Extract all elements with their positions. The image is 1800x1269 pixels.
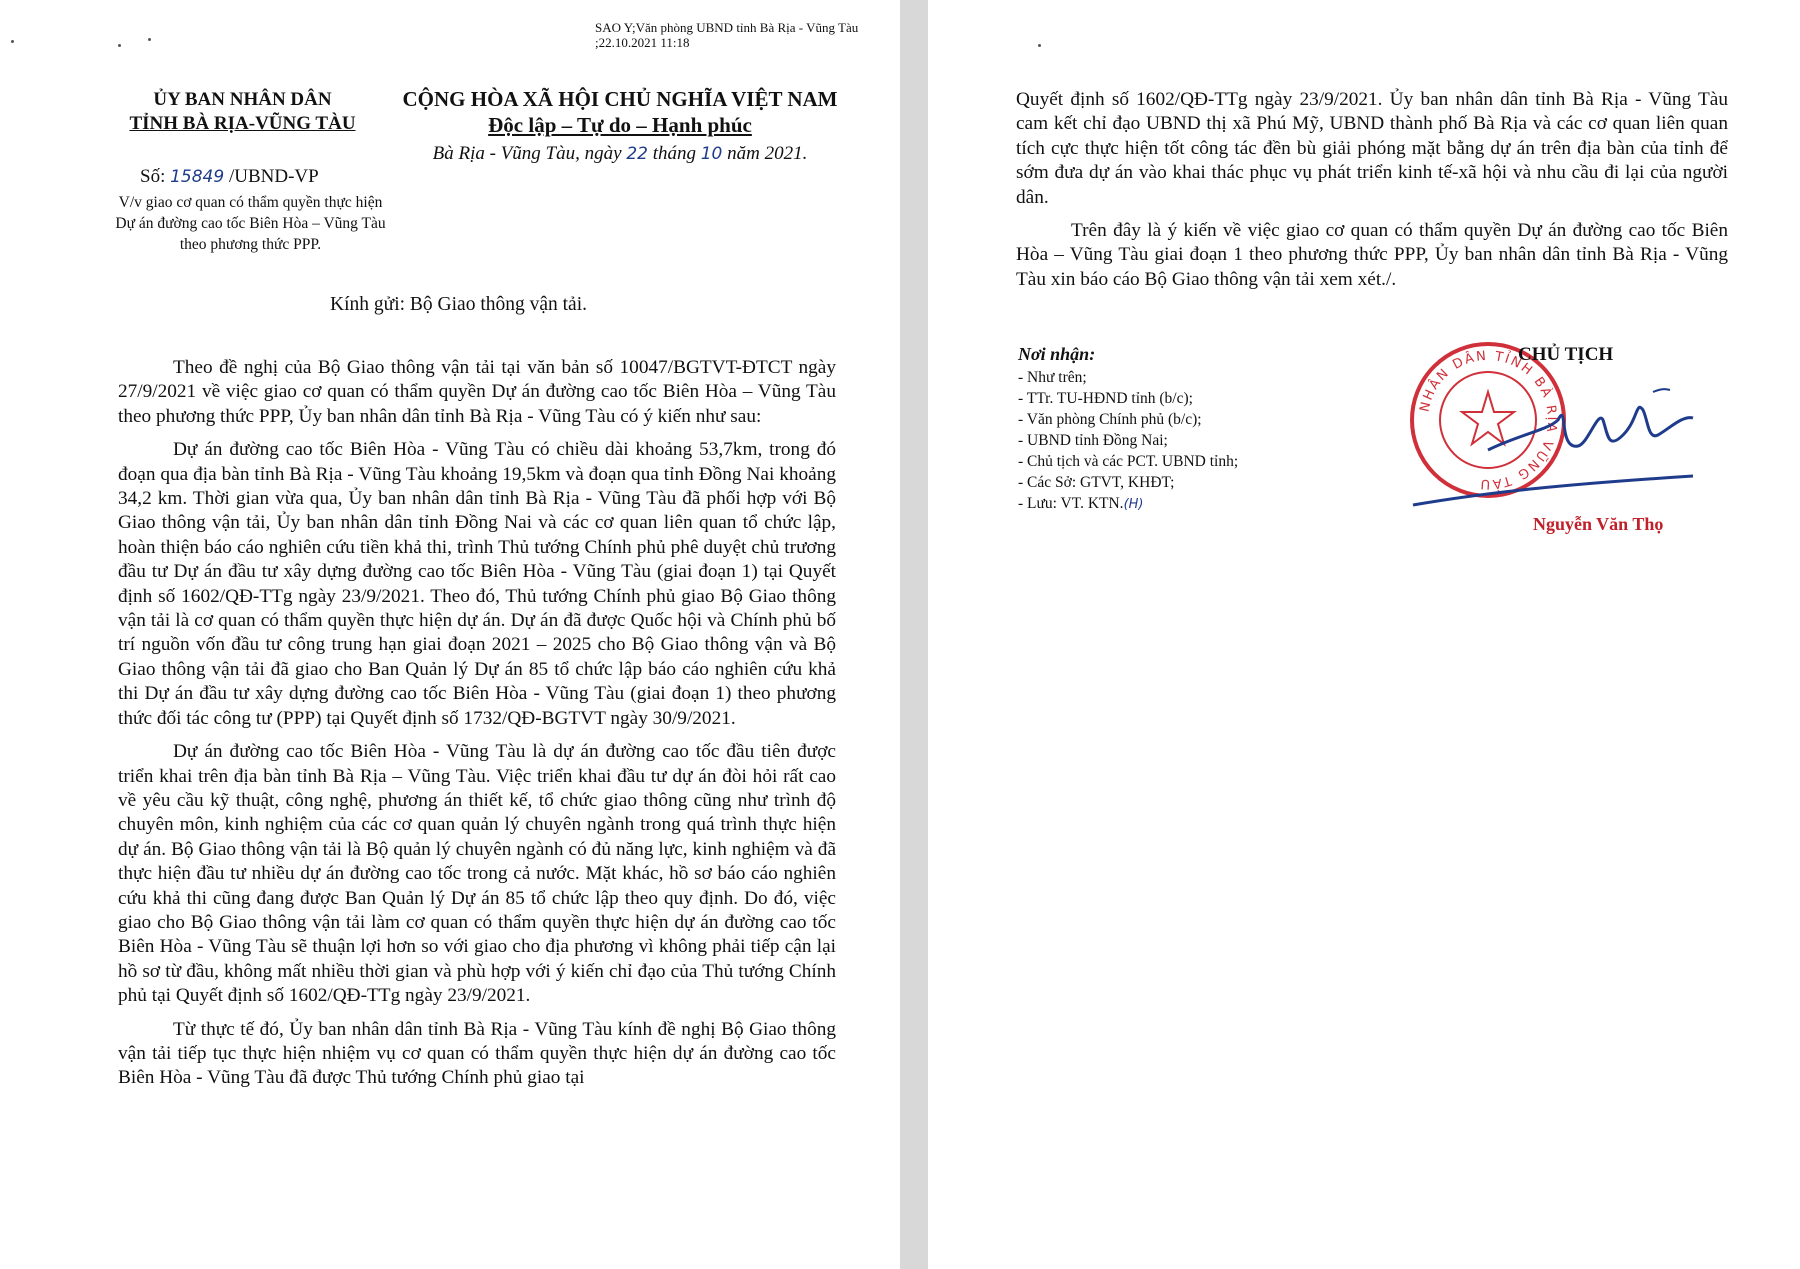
agency-line2: TỈNH BÀ RỊA-VŨNG TÀU [129, 113, 356, 134]
issuing-agency [110, 88, 375, 136]
docno-prefix: Số: [140, 166, 166, 187]
paragraph: Dự án đường cao tốc Biên Hòa - Vũng Tàu là dự án đường cao tốc đầu tiên được triển khai trên địa bàn tỉnh Bà Rịa – Vũng Tàu. Việc triển khai đầu tư dự án đòi hỏi rất cao về yêu cầu kỹ thuật, công nghệ, phương án thiết kế, tổ chức giao thông cũng như trình độ chuyên môn, kinh nghiệm của các cơ quan quản lý chuyên ngành trong quá trình thực hiện dự án. Bộ Giao thông vận tải là Bộ quản lý chuyên ngành có đủ năng lực, kinh nghiệm và đã thực hiện đầu tư nhiều dự án đường cao tốc trong cả nước. Mặt khác, hồ sơ báo cáo nghiên cứu khả thi cũng đang được Ban Quản lý Dự án 85 tổ chức lập theo quy định. Do đó, việc giao cho Bộ Giao thông vận tải làm cơ quan có thẩm quyền thực hiện dự án đường cao tốc Biên Hòa - Vũng Tàu sẽ thuận lợi hơn so với giao cho địa phương vì không phải tiếp cận lại hồ sơ từ đầu, không mất nhiều thời gian và phù hợp với ý kiến chỉ đạo của Thủ tướng Chính phủ tại Quyết định số 1602/QĐ-TTg ngày 23/9/2021. [118, 741, 836, 1007]
recipient-item: - Văn phòng Chính phủ (b/c); [1018, 411, 1202, 428]
document-number [140, 166, 319, 188]
signer-name: Nguyễn Văn Thọ [1533, 514, 1664, 534]
recipient-item: - UBND tỉnh Đồng Nai; [1018, 432, 1168, 449]
copy-stamp [595, 20, 895, 50]
seal-text: NHÂN DÂN TỈNH BÀ RỊA VŨNG TÀU [1417, 348, 1560, 492]
place-date [385, 143, 855, 165]
date-month-handwritten: 10 [700, 144, 723, 164]
scan-speck [118, 44, 121, 47]
recipients-heading: Nơi nhận: [1018, 344, 1096, 364]
date-prefix: Bà Rịa - Vũng Tàu, ngày [432, 143, 622, 164]
docno-suffix: /UBND-VP [228, 166, 319, 187]
handwritten-signature-icon [1408, 380, 1698, 520]
motto-line1: CỘNG HÒA XÃ HỘI CHỦ NGHĨA VIỆT NAM [402, 87, 838, 111]
national-motto [385, 86, 855, 138]
recipient-item: - Lưu: VT. KTN. [1018, 495, 1124, 512]
paragraph: Từ thực tế đó, Ủy ban nhân dân tỉnh Bà Rịa - Vũng Tàu kính đề nghị Bộ Giao thông vận tải tiếp tục thực hiện nhiệm vụ cơ quan có thẩm quyền thực hiện dự án đường cao tốc Biên Hòa - Vũng Tàu đã được Thủ tướng Chính phủ giao tại [118, 1018, 836, 1089]
recipient-item: - TTr. TU-HĐND tỉnh (b/c); [1018, 390, 1193, 407]
date-month-word: tháng [652, 143, 696, 164]
handwritten-note: (H) [1123, 497, 1144, 512]
date-year: năm 2021. [727, 143, 808, 164]
letter-body-right [1016, 88, 1728, 301]
copy-stamp-line2: ;22.10.2021 11:18 [595, 35, 690, 50]
subject-line: V/v giao cơ quan có thẩm quyền thực hiện Dự án đường cao tốc Biên Hòa – Vũng Tàu theo phương thức PPP. [115, 194, 386, 253]
scan-speck [148, 38, 151, 41]
recipients-block [1018, 344, 1348, 515]
docno-handwritten: 15849 [170, 167, 225, 187]
scan-speck [11, 40, 14, 43]
paragraph: Dự án đường cao tốc Biên Hòa - Vũng Tàu có chiều dài khoảng 53,7km, trong đó đoạn qua địa bàn tỉnh Bà Rịa - Vũng Tàu khoảng 19,5km và đoạn qua tỉnh Đồng Nai khoảng 34,2 km. Thời gian vừa qua, Ủy ban nhân dân tỉnh Bà Rịa - Vũng Tàu đã phối hợp với Bộ Giao thông vận tải, Ủy ban nhân dân tỉnh Đồng Nai và các cơ quan liên quan tổ chức lập, hoàn thiện báo cáo nghiên cứu tiền khả thi, trình Thủ tướng Chính phủ phê duyệt chủ trương đầu tư Dự án đầu tư xây dựng đường cao tốc Biên Hòa - Vũng Tàu (giai đoạn 1) tại Quyết định số 1602/QĐ-TTg ngày 23/9/2021. Theo đó, Thủ tướng Chính phủ giao Bộ Giao thông vận tải là cơ quan có thẩm quyền thực hiện dự án. Dự án đã được Quốc hội và Chính phủ bố trí nguồn vốn đầu tư công trung hạn giai đoạn 2021 – 2025 cho Bộ Giao thông vận và Bộ Giao thông vận tải đã giao cho Ban Quản lý Dự án 85 tổ chức lập báo cáo nghiên cứu khả thi Dự án đầu tư xây dựng đường cao tốc Biên Hòa - Vũng Tàu (giai đoạn 1) theo phương thức đối tác công tư (PPP) tại Quyết định số 1732/QĐ-BGTVT ngày 30/9/2021. [118, 439, 836, 729]
signer-title: CHỦ TỊCH [1518, 344, 1614, 365]
recipient-item: - Các Sở: GTVT, KHĐT; [1018, 474, 1175, 491]
salutation: Kính gửi: Bộ Giao thông vận tải. [330, 294, 588, 315]
letter-body-left [118, 356, 836, 1100]
paragraph: Trên đây là ý kiến về việc giao cơ quan có thẩm quyền Dự án đường cao tốc Biên Hòa – Vũng Tàu giai đoạn 1 theo phương thức PPP, Ủy ban nhân dân tỉnh Bà Rịa - Vũng Tàu xin báo cáo Bộ Giao thông vận tải xem xét./. [1016, 220, 1728, 290]
copy-stamp-line1: SAO Y;Văn phòng UBND tỉnh Bà Rịa - Vũng Tàu [595, 20, 859, 35]
scan-speck [1038, 44, 1041, 47]
recipient-item: - Chủ tịch và các PCT. UBND tỉnh; [1018, 453, 1239, 470]
recipient-item: - Như trên; [1018, 369, 1087, 386]
date-day-handwritten: 22 [626, 144, 648, 164]
agency-line1: ỦY BAN NHÂN DÂN [153, 89, 332, 110]
document-page-2 [928, 0, 1800, 1269]
paragraph: Theo đề nghị của Bộ Giao thông vận tải tại văn bản số 10047/BGTVT-ĐTCT ngày 27/9/2021 về việc giao cơ quan có thẩm quyền Dự án đường cao tốc Biên Hòa – Vũng Tàu theo phương thức PPP, Ủy ban nhân dân tỉnh Bà Rịa - Vũng Tàu có ý kiến như sau: [118, 357, 836, 427]
motto-line2: Độc lập – Tự do – Hạnh phúc [488, 113, 752, 137]
paragraph: Quyết định số 1602/QĐ-TTg ngày 23/9/2021. Ủy ban nhân dân tỉnh Bà Rịa - Vũng Tàu cam kết chỉ đạo UBND thị xã Phú Mỹ, UBND thành phố Bà Rịa và các cơ quan liên quan tích cực thực hiện tốt công tác đền bù giải phóng mặt bằng dự án trên địa bàn của tỉnh để sớm đưa dự án vào khai thác phục vụ phát triển kinh tế-xã hội và nhu cầu đi lại của người dân. [1016, 89, 1728, 208]
